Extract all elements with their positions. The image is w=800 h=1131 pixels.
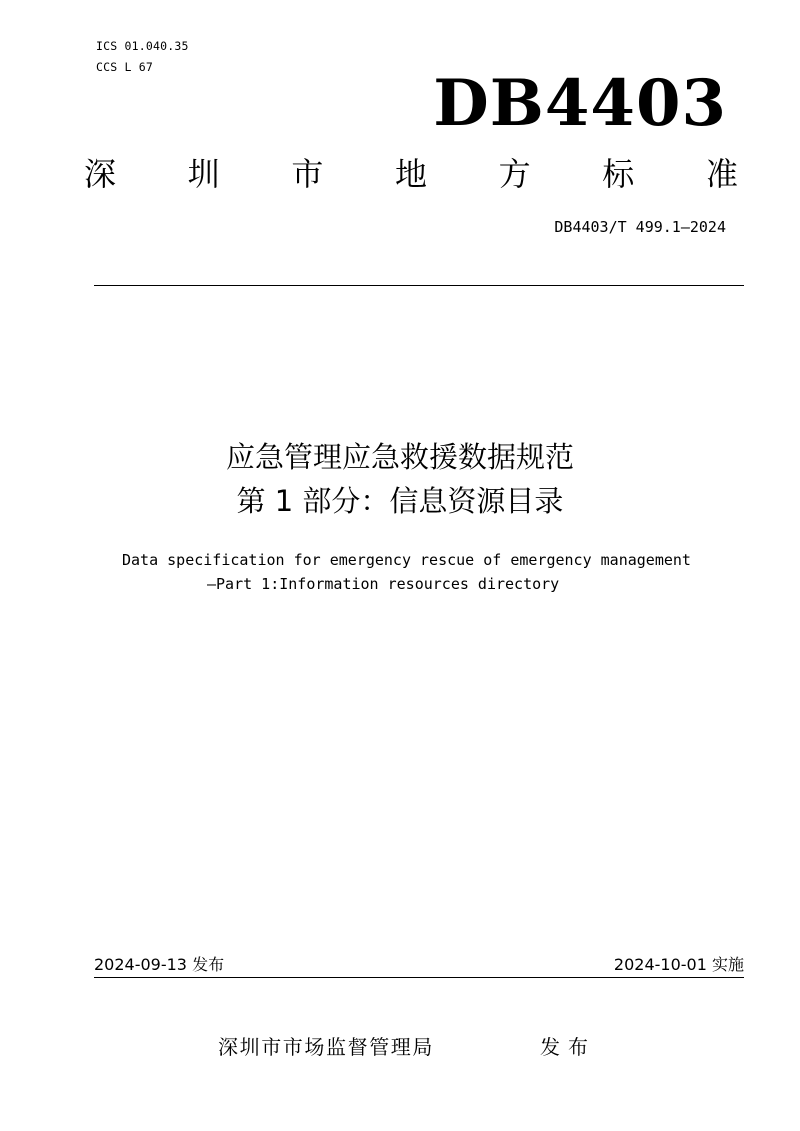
ics-code: ICS 01.040.35 <box>96 39 189 53</box>
standard-type-char: 市 <box>291 155 324 193</box>
standard-type-char: 地 <box>394 155 427 193</box>
standard-type-char: 标 <box>602 155 635 193</box>
issue-date: 2024-09-13 发布 <box>94 955 225 974</box>
standard-number: DB4403/T 499.1—2024 <box>554 218 726 236</box>
title-english-line-1: Data specification for emergency rescue of emergency management <box>122 551 691 569</box>
implementation-date: 2024-10-01 实施 <box>613 955 744 974</box>
standard-type <box>84 152 738 196</box>
title-chinese-line-2: 第 1 部分：信息资源目录 <box>236 484 564 518</box>
standard-type-char: 准 <box>705 155 738 193</box>
standard-type-char: 深 <box>84 155 117 193</box>
standard-type-char: 圳 <box>187 155 220 193</box>
ccs-code: CCS L 67 <box>96 60 153 74</box>
issuing-authority: 深圳市市场监督管理局 <box>218 1035 434 1059</box>
issue-label: 发布 <box>540 1035 596 1059</box>
title-chinese-line-1: 应急管理应急救援数据规范 <box>225 440 574 474</box>
bottom-divider <box>94 977 744 978</box>
title-english-line-2: —Part 1:Information resources directory <box>207 575 560 593</box>
top-divider <box>94 285 744 286</box>
standard-type-char: 方 <box>498 155 531 193</box>
db-logo: DB4403 <box>433 66 727 141</box>
